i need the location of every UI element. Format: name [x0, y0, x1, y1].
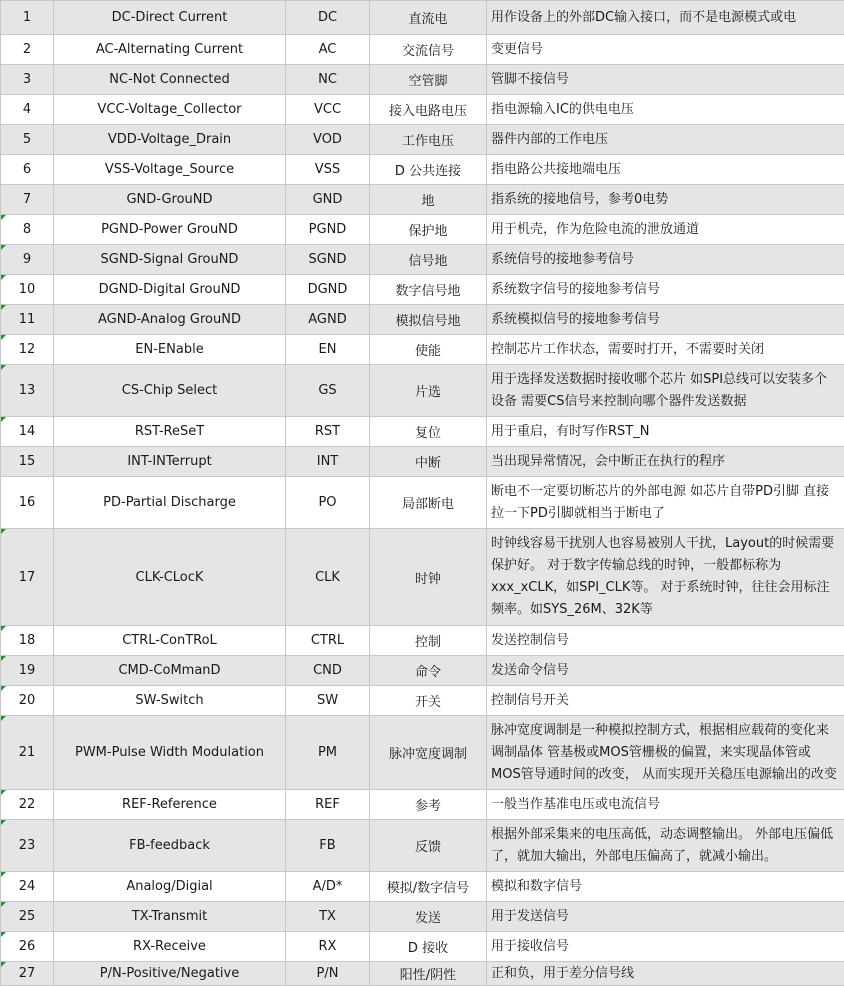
chinese-term: 中断: [370, 447, 487, 477]
abbr-fullname: PGND-Power GrouND: [54, 215, 286, 245]
abbr-code: SGND: [286, 245, 370, 275]
description: 管脚不接信号: [487, 65, 844, 95]
cell-marker-icon: [1, 902, 6, 907]
abbr-fullname: SGND-Signal GrouND: [54, 245, 286, 275]
abbr-fullname: DC-Direct Current: [54, 1, 286, 35]
abbr-fullname: VCC-Voltage_Collector: [54, 95, 286, 125]
table-row: [1, 902, 844, 932]
description: 系统数字信号的接地参考信号: [487, 275, 844, 305]
chinese-term: 工作电压: [370, 125, 487, 155]
abbr-code: CTRL: [286, 626, 370, 656]
table-row: [1, 245, 844, 275]
description: 发送控制信号: [487, 626, 844, 656]
abbr-fullname: AC-Alternating Current: [54, 35, 286, 65]
chinese-term: 脉冲宽度调制: [370, 716, 487, 790]
abbr-fullname: EN-ENable: [54, 335, 286, 365]
cell-marker-icon: [1, 716, 6, 721]
abbr-fullname: REF-Reference: [54, 790, 286, 820]
abbr-fullname: VSS-Voltage_Source: [54, 155, 286, 185]
description: 用于重启，有时写作RST_N: [487, 417, 844, 447]
description: 指系统的接地信号，参考0电势: [487, 185, 844, 215]
abbr-fullname: PD-Partial Discharge: [54, 477, 286, 529]
chinese-term: 阳性/阴性: [370, 962, 487, 986]
description: 指电源输入IC的供电电压: [487, 95, 844, 125]
abbr-fullname: RX-Receive: [54, 932, 286, 962]
abbr-code: AGND: [286, 305, 370, 335]
table-row: [1, 820, 844, 872]
abbr-code: TX: [286, 902, 370, 932]
chinese-term: 局部断电: [370, 477, 487, 529]
chinese-term: D 接收: [370, 932, 487, 962]
chinese-term: 数字信号地: [370, 275, 487, 305]
abbr-code: REF: [286, 790, 370, 820]
cell-marker-icon: [1, 872, 6, 877]
abbr-fullname: VDD-Voltage_Drain: [54, 125, 286, 155]
cell-marker-icon: [1, 626, 6, 631]
cell-marker-icon: [1, 305, 6, 310]
table-row: [1, 932, 844, 962]
description: 断电不一定要切断芯片的外部电源 如芯片自带PD引脚 直接拉一下PD引脚就相当于断电了: [487, 477, 844, 529]
table-row: [1, 1, 844, 35]
row-number: 7: [1, 185, 54, 215]
table-row: [1, 125, 844, 155]
cell-marker-icon: [1, 215, 6, 220]
abbr-code: GND: [286, 185, 370, 215]
description: 当出现异常情况，会中断正在执行的程序: [487, 447, 844, 477]
chinese-term: 开关: [370, 686, 487, 716]
chinese-term: 信号地: [370, 245, 487, 275]
table-body: [1, 1, 844, 986]
chinese-term: 命令: [370, 656, 487, 686]
row-number: 3: [1, 65, 54, 95]
abbr-fullname: CTRL-ConTRoL: [54, 626, 286, 656]
chinese-term: 地: [370, 185, 487, 215]
abbr-code: DC: [286, 1, 370, 35]
table-row: [1, 447, 844, 477]
table-row: [1, 365, 844, 417]
description: 系统信号的接地参考信号: [487, 245, 844, 275]
row-number: 11: [1, 305, 54, 335]
abbr-code: FB: [286, 820, 370, 872]
chinese-term: D 公共连接: [370, 155, 487, 185]
row-number: 5: [1, 125, 54, 155]
cell-marker-icon: [1, 529, 6, 534]
row-number: 15: [1, 447, 54, 477]
cell-marker-icon: [1, 820, 6, 825]
abbr-code: AC: [286, 35, 370, 65]
row-number: 9: [1, 245, 54, 275]
description: 用于选择发送数据时接收哪个芯片 如SPI总线可以安装多个设备 需要CS信号来控制向哪个器件发送数据: [487, 365, 844, 417]
cell-marker-icon: [1, 686, 6, 691]
description: 控制信号开关: [487, 686, 844, 716]
row-number: 18: [1, 626, 54, 656]
table-row: [1, 626, 844, 656]
abbr-fullname: GND-GrouND: [54, 185, 286, 215]
abbr-fullname: NC-Not Connected: [54, 65, 286, 95]
table-row: [1, 65, 844, 95]
description: 脉冲宽度调制是一种模拟控制方式，根据相应载荷的变化来调制晶体 管基极或MOS管栅极的偏置，来实现晶体管或MOS管导通时间的改变， 从而实现开关稳压电源输出的改变: [487, 716, 844, 790]
table-row: [1, 35, 844, 65]
cell-marker-icon: [1, 790, 6, 795]
abbr-code: EN: [286, 335, 370, 365]
abbr-code: VOD: [286, 125, 370, 155]
description: 指电路公共接地端电压: [487, 155, 844, 185]
chinese-term: 模拟信号地: [370, 305, 487, 335]
cell-marker-icon: [1, 962, 6, 967]
row-number: 8: [1, 215, 54, 245]
table-row: [1, 716, 844, 790]
table-row: [1, 305, 844, 335]
abbr-code: P/N: [286, 962, 370, 986]
abbr-fullname: DGND-Digital GrouND: [54, 275, 286, 305]
description: 根据外部采集来的电压高低，动态调整输出。 外部电压偏低了，就加大输出，外部电压偏高了，就减小输出。: [487, 820, 844, 872]
description: 模拟和数字信号: [487, 872, 844, 902]
description: 用于发送信号: [487, 902, 844, 932]
table-row: [1, 477, 844, 529]
table-row: [1, 872, 844, 902]
abbr-code: INT: [286, 447, 370, 477]
description: 系统模拟信号的接地参考信号: [487, 305, 844, 335]
abbr-code: PGND: [286, 215, 370, 245]
row-number: 23: [1, 820, 54, 872]
abbr-code: CLK: [286, 529, 370, 626]
description: 一般当作基准电压或电流信号: [487, 790, 844, 820]
abbr-code: RST: [286, 417, 370, 447]
cell-marker-icon: [1, 245, 6, 250]
cell-marker-icon: [1, 365, 6, 370]
row-number: 22: [1, 790, 54, 820]
table-row: [1, 155, 844, 185]
chinese-term: 使能: [370, 335, 487, 365]
abbr-fullname: PWM-Pulse Width Modulation: [54, 716, 286, 790]
table-row: [1, 275, 844, 305]
row-number: 21: [1, 716, 54, 790]
abbr-fullname: P/N-Positive/Negative: [54, 962, 286, 986]
row-number: 16: [1, 477, 54, 529]
cell-marker-icon: [1, 417, 6, 422]
abbr-code: GS: [286, 365, 370, 417]
row-number: 2: [1, 35, 54, 65]
chinese-term: 保护地: [370, 215, 487, 245]
chinese-term: 接入电路电压: [370, 95, 487, 125]
row-number: 25: [1, 902, 54, 932]
abbr-fullname: Analog/Digial: [54, 872, 286, 902]
table-row: [1, 962, 844, 986]
row-number: 24: [1, 872, 54, 902]
row-number: 12: [1, 335, 54, 365]
abbr-fullname: INT-INTerrupt: [54, 447, 286, 477]
abbr-code: VSS: [286, 155, 370, 185]
row-number: 14: [1, 417, 54, 447]
description: 用于机壳，作为危险电流的泄放通道: [487, 215, 844, 245]
chinese-term: 模拟/数字信号: [370, 872, 487, 902]
table-row: [1, 790, 844, 820]
chinese-term: 复位: [370, 417, 487, 447]
description: 发送命令信号: [487, 656, 844, 686]
chinese-term: 参考: [370, 790, 487, 820]
row-number: 1: [1, 1, 54, 35]
abbr-code: A/D*: [286, 872, 370, 902]
row-number: 26: [1, 932, 54, 962]
row-number: 6: [1, 155, 54, 185]
row-number: 27: [1, 962, 54, 986]
cell-marker-icon: [1, 275, 6, 280]
chinese-term: 控制: [370, 626, 487, 656]
abbr-code: DGND: [286, 275, 370, 305]
abbr-code: NC: [286, 65, 370, 95]
abbr-code: PM: [286, 716, 370, 790]
row-number: 13: [1, 365, 54, 417]
table-row: [1, 335, 844, 365]
abbr-fullname: CMD-CoMmanD: [54, 656, 286, 686]
abbr-fullname: CS-Chip Select: [54, 365, 286, 417]
chinese-term: 反馈: [370, 820, 487, 872]
abbr-code: VCC: [286, 95, 370, 125]
table-row: [1, 686, 844, 716]
chinese-term: 交流信号: [370, 35, 487, 65]
abbr-fullname: SW-Switch: [54, 686, 286, 716]
abbr-fullname: TX-Transmit: [54, 902, 286, 932]
chinese-term: 发送: [370, 902, 487, 932]
table-row: [1, 95, 844, 125]
table-row: [1, 656, 844, 686]
description: 正和负，用于差分信号线: [487, 962, 844, 986]
row-number: 4: [1, 95, 54, 125]
abbr-code: CND: [286, 656, 370, 686]
description: 变更信号: [487, 35, 844, 65]
row-number: 19: [1, 656, 54, 686]
table-row: [1, 529, 844, 626]
chinese-term: 空管脚: [370, 65, 487, 95]
description: 控制芯片工作状态，需要时打开，不需要时关闭: [487, 335, 844, 365]
abbr-fullname: FB-feedback: [54, 820, 286, 872]
cell-marker-icon: [1, 932, 6, 937]
description: 器件内部的工作电压: [487, 125, 844, 155]
abbr-code: SW: [286, 686, 370, 716]
abbr-fullname: RST-ReSeT: [54, 417, 286, 447]
row-number: 10: [1, 275, 54, 305]
description: 用作设备上的外部DC输入接口，而不是电源模式或电: [487, 1, 844, 35]
cell-marker-icon: [1, 335, 6, 340]
table-row: [1, 185, 844, 215]
abbr-fullname: CLK-CLocK: [54, 529, 286, 626]
table-row: [1, 215, 844, 245]
abbr-code: RX: [286, 932, 370, 962]
cell-marker-icon: [1, 656, 6, 661]
row-number: 17: [1, 529, 54, 626]
chinese-term: 时钟: [370, 529, 487, 626]
row-number: 20: [1, 686, 54, 716]
abbr-code: PO: [286, 477, 370, 529]
description: 用于接收信号: [487, 932, 844, 962]
chinese-term: 片选: [370, 365, 487, 417]
description: 时钟线容易干扰别人也容易被别人干扰，Layout的时候需要保护好。 对于数字传输总线的时钟，一般都标称为xxx_xCLK，如SPI_CLK等。 对于系统时钟，往往会用标注频率。如SYS_26M、32K等: [487, 529, 844, 626]
table-row: [1, 417, 844, 447]
abbr-fullname: AGND-Analog GrouND: [54, 305, 286, 335]
chinese-term: 直流电: [370, 1, 487, 35]
